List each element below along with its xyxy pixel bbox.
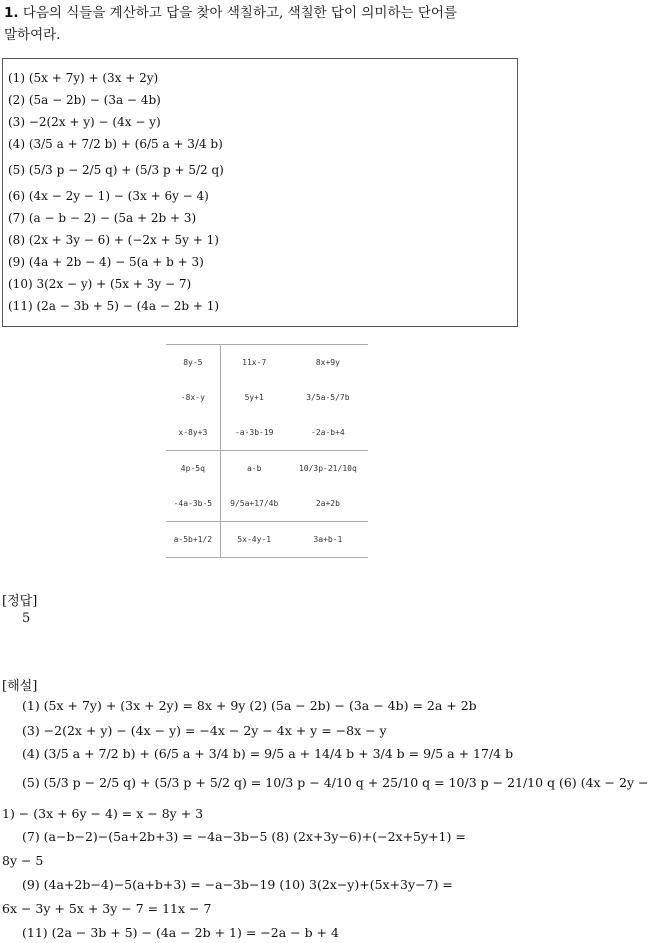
problem-item: (6) (4x − 2y − 1) − (3x + 6y − 4) — [8, 189, 209, 203]
grid-cell: 5y+1 — [244, 393, 264, 402]
solution-line: (3) −2(2x + y) − (4x − y) = −4x − 2y − 4x + y = −8x − y — [22, 723, 387, 738]
grid-cell: a-b — [246, 464, 262, 473]
solution-line: (1) (5x + 7y) + (3x + 2y) = 8x + 9y (2) (5a − 2b) − (3a − 4b) = 2a + 2b — [22, 698, 477, 713]
solution-line: (7) (a−b−2)−(5a+2b+3) = −4a−3b−5 (8) (2x+3y−6)+(−2x+5y+1) = — [22, 829, 466, 844]
grid-cell: 8y-5 — [166, 345, 220, 381]
grid-cell: 10/3p-21/10q — [298, 464, 357, 473]
problem-item: (2) (5a − 2b) − (3a − 4b) — [8, 93, 161, 107]
grid-cell: 5x-4y-1 — [220, 522, 288, 558]
problem-item: (3) −2(2x + y) − (4x − y) — [8, 115, 161, 129]
problem-item: (10) 3(2x − y) + (5x + 3y − 7) — [8, 277, 192, 291]
grid-cell: -8x-y — [166, 380, 220, 415]
grid-cell: -4a-3b-5 — [166, 486, 220, 522]
question-text-line2: 말하여라. — [4, 27, 61, 43]
grid-cell: a-5b+1/2 — [166, 522, 220, 558]
answer-label: [정답] — [2, 594, 38, 609]
grid-cell: 9/5a+17/4b — [220, 486, 288, 522]
problem-item: (8) (2x + 3y − 6) + (−2x + 5y + 1) — [8, 233, 219, 247]
solution-line: (11) (2a − 3b + 5) − (4a − 2b + 1) = −2a − b + 4 — [22, 925, 339, 940]
question-text-line1: 다음의 식들을 계산하고 답을 찾아 색칠하고, 색칠한 답이 의미하는 단어를 — [22, 5, 457, 21]
grid-cell: 2a+2b — [288, 486, 368, 522]
problem-box — [2, 58, 518, 327]
grid-cell: 3/5a-5/7b — [306, 393, 350, 402]
grid-cell: 11x-7 — [220, 345, 288, 381]
grid-cell: -2a-b+4 — [288, 415, 368, 451]
answer-value: 5 — [22, 611, 31, 626]
problem-item: (7) (a − b − 2) − (5a + 2b + 3) — [8, 211, 197, 225]
question-number: 1. — [4, 5, 19, 21]
problem-item: (1) (5x + 7y) + (3x + 2y) — [8, 71, 159, 85]
solution-line: 1) − (3x + 6y − 4) = x − 8y + 3 — [2, 806, 204, 821]
solution-label: [해설] — [2, 679, 38, 694]
problem-item: (9) (4a + 2b − 4) − 5(a + b + 3) — [8, 255, 204, 269]
grid-cell: 8x+9y — [288, 345, 368, 381]
problem-item: (11) (2a − 3b + 5) − (4a − 2b + 1) — [8, 299, 220, 313]
answer-grid — [166, 344, 368, 558]
solution-line: (9) (4a+2b−4)−5(a+b+3) = −a−3b−19 (10) 3(2x−y)+(5x+3y−7) = — [22, 877, 453, 892]
solution-line: 6x − 3y + 5x + 3y − 7 = 11x − 7 — [2, 901, 212, 916]
solution-line: 8y − 5 — [2, 853, 44, 868]
grid-cell: 4p-5q — [166, 451, 220, 487]
grid-cell: 3a+b-1 — [288, 522, 368, 558]
problem-item: (5) (5/3 p − 2/5 q) + (5/3 p + 5/2 q) — [8, 163, 224, 177]
solution-line: (5) (5/3 p − 2/5 q) + (5/3 p + 5/2 q) = 10/3 p − 4/10 q + 25/10 q = 10/3 p − 21/10 q (6) (4x − 2y − — [22, 775, 648, 790]
problem-item: (4) (3/5 a + 7/2 b) + (6/5 a + 3/4 b) — [8, 137, 223, 151]
grid-cell: -a-3b-19 — [220, 415, 288, 451]
question — [4, 2, 532, 46]
grid-cell: x-8y+3 — [166, 415, 220, 451]
solution-line: (4) (3/5 a + 7/2 b) + (6/5 a + 3/4 b) = 9/5 a + 14/4 b + 3/4 b = 9/5 a + 17/4 b — [22, 746, 514, 761]
